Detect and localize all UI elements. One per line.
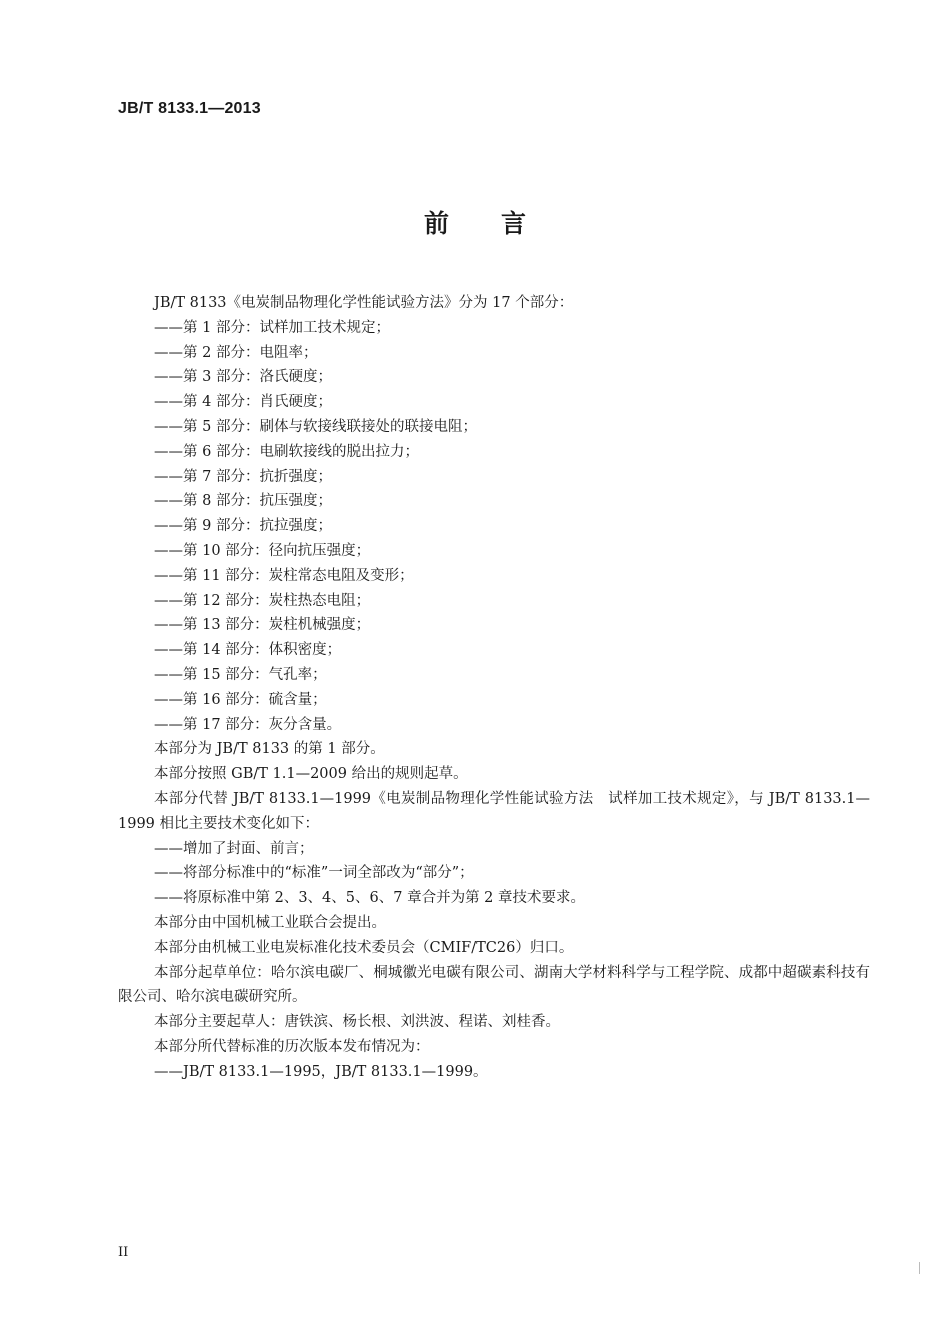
changes-list <box>118 837 870 911</box>
list-item: ——第 13 部分：炭柱机械强度； <box>154 617 371 634</box>
page-number: II <box>118 1245 129 1260</box>
intro-paragraph: JB/T 8133《电炭制品物理化学性能试验方法》分为 17 个部分： <box>154 295 574 311</box>
list-item: ——将部分标准中的“标准”一词全部改为“部分”； <box>154 865 474 882</box>
statement-replace: 本部分代替 JB/T 8133.1—1999《电炭制品物理化学性能试验方法 试样加工技术规定》，与 JB/T 8133.1—1999 相比主要技术变化如下： <box>118 790 870 832</box>
list-item: ——第 14 部分：体积密度； <box>154 642 342 659</box>
list-item: ——第 6 部分：电刷软接线的脱出拉力； <box>154 443 419 460</box>
list-item: ——JB/T 8133.1—1995，JB/T 8133.1—1999。 <box>154 1063 488 1080</box>
page-title: 前言 <box>423 209 578 238</box>
list-item: ——第 5 部分：刷体与软接线联接处的联接电阻； <box>154 418 477 435</box>
statement-part: 本部分为 JB/T 8133 的第 1 部分。 <box>154 741 385 758</box>
parts-list <box>118 316 870 738</box>
list-item: ——将原标准中第 2、3、4、5、6、7 章合并为第 2 章技术要求。 <box>154 890 586 907</box>
under-jurisdiction: 本部分由机械工业电炭标准化技术委员会（CMIF/TC26）归口。 <box>154 939 574 956</box>
list-item: ——第 4 部分：肖氏硬度； <box>154 394 332 411</box>
list-item: ——第 2 部分：电阻率； <box>154 344 318 361</box>
drafters: 本部分主要起草人：唐铁滨、杨长根、刘洪波、程诺、刘桂香。 <box>154 1014 560 1031</box>
proposed-by: 本部分由中国机械工业联合会提出。 <box>154 914 386 931</box>
scan-edge-mark <box>919 1262 920 1274</box>
list-item: ——第 8 部分：抗压强度； <box>154 493 332 510</box>
list-item: ——第 9 部分：抗拉强度； <box>154 518 332 535</box>
list-item: ——第 7 部分：抗折强度； <box>154 468 332 485</box>
list-item: ——第 11 部分：炭柱常态电阻及变形； <box>154 567 414 584</box>
list-item: ——第 16 部分：硫含量； <box>154 691 327 708</box>
list-item: ——第 12 部分：炭柱热态电阻； <box>154 592 371 609</box>
list-item: ——第 17 部分：灰分含量。 <box>154 716 342 733</box>
history-list <box>118 1060 870 1085</box>
list-item: ——第 10 部分：径向抗压强度； <box>154 542 371 559</box>
history-intro: 本部分所代替标准的历次版本发布情况为： <box>154 1038 430 1055</box>
drafting-units: 本部分起草单位：哈尔滨电碳厂、桐城徽光电碳有限公司、湖南大学材料科学与工程学院、成都中超碳素科技有限公司、哈尔滨电碳研究所。 <box>118 964 870 1006</box>
list-item: ——第 1 部分：试样加工技术规定； <box>154 319 390 336</box>
list-item: ——第 3 部分：洛氏硬度； <box>154 369 332 386</box>
foreword-body <box>118 291 870 1085</box>
list-item: ——增加了封面、前言； <box>154 840 314 857</box>
standard-code: JB/T 8133.1—2013 <box>118 100 261 117</box>
statement-rules: 本部分按照 GB/T 1.1—2009 给出的规则起草。 <box>154 766 468 783</box>
list-item: ——第 15 部分：气孔率； <box>154 666 327 683</box>
